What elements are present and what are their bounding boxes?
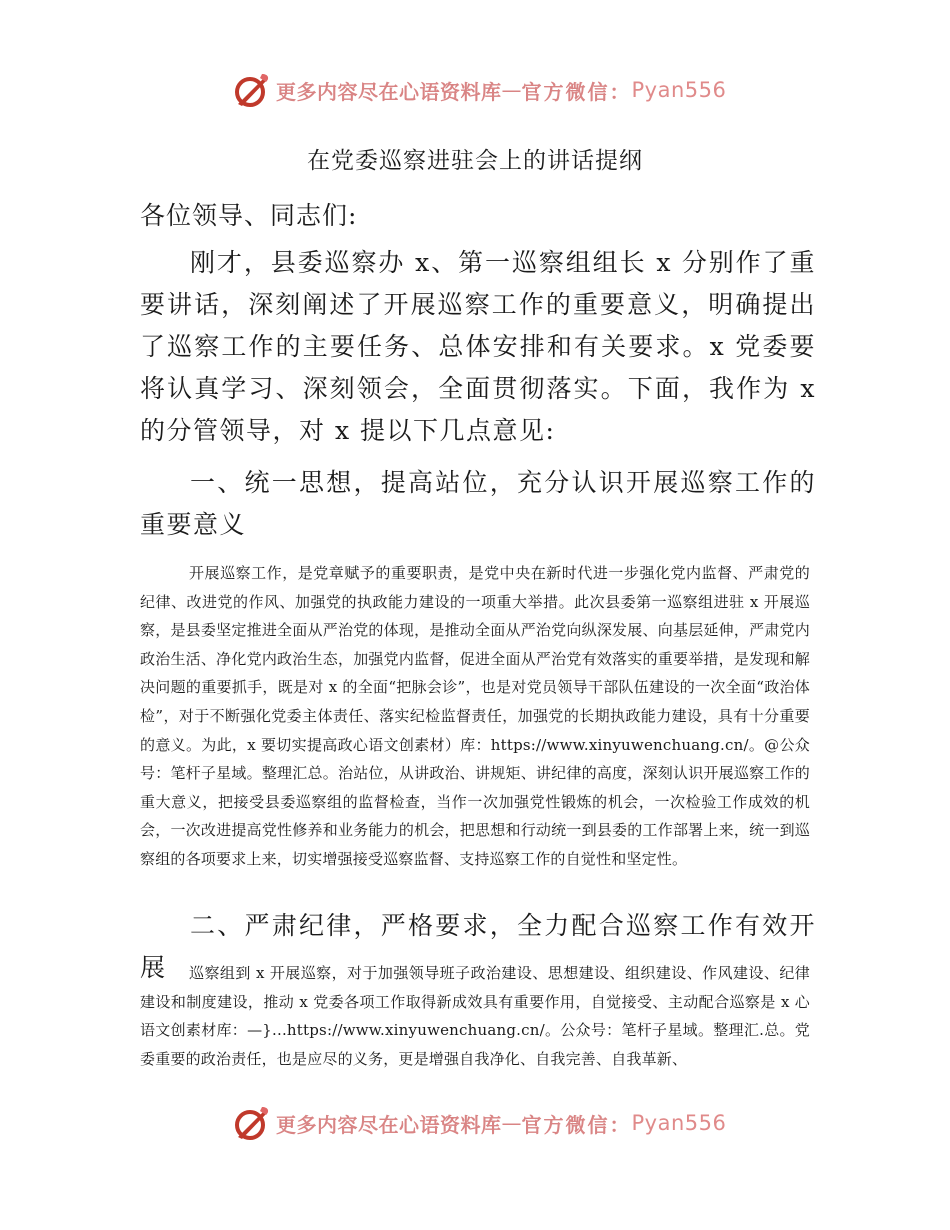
banner-dash: —	[501, 1111, 522, 1135]
footer-watermark-banner	[232, 1103, 726, 1143]
section-heading-1: 一、统一思想，提高站位，充分认识开展巡察工作的重要意义	[140, 468, 816, 539]
section-2-paragraph: 巡察组到 x 开展巡察，对于加强领导班子政治建设、思想建设、组织建设、作风建设、纪律建设和制度建设，推动 x 党委各项工作取得新成效具有重要作用，自觉接受、主动配合巡察是 x 心语文创素材库：—}...https://www.xinyuwenchuang.cn/。公众号：笔杆子星域。整理汇.总。党委重要的政治责任，也是应尽的义务，更是增强自我净化、自我完善、自我革新、	[140, 964, 810, 1068]
banner-sub-text: 官方微信：	[521, 79, 632, 104]
opening-paragraph: 刚才，县委巡察办 x、第一巡察组组长 x 分别作了重要讲话，深刻阐述了开展巡察工作的重要意义，明确提出了巡察工作的主要任务、总体安排和有关要求。x 党委要将认真学习、深刻领会，全面贯彻落实。下面，我作为 x 的分管领导，对 x 提以下几点意见:	[140, 248, 816, 445]
quill-seal-logo-icon	[232, 70, 272, 110]
salutation: 各位领导、同志们:	[140, 201, 358, 230]
quill-seal-logo-icon	[232, 1103, 272, 1143]
section-1-paragraph: 开展巡察工作，是党章赋予的重要职责，是党中央在新时代进一步强化党内监督、严肃党的纪律、改进党的作风、加强党的执政能力建设的一项重大举措。此次县委第一巡察组进驻 x 开展巡察，是县委坚定推进全面从严治党的体现，是推动全面从严治党向纵深发展、向基层延伸，严肃党内政治生活、净化党内政治生态，加强党内监督，促进全面从严治党有效落实的重要举措，是发现和解决问题的重要抓手，既是对 x 的全面“把脉会诊”，也是对党员领导干部队伍建设的一次全面“政治体检”，对于不断强化党委主体责任、落实纪检监督责任，加强党的长期执政能力建设，具有十分重要的意义。为此，x 要切实提高政心语文创素材）库：https://www.xinyuwenchuang.cn/。@公众号：笔杆子星域。整理汇总。治站位，从讲政治、讲规矩、讲纪律的高度，深刻认识开展巡察工作的重大意义，把接受县委巡察组的监督检查，当作一次加强党性锻炼的机会，一次检验工作成效的机会，一次改进提高党性修养和业务能力的机会，把思想和行动统一到县委的工作部署上来，统一到巡察组的各项要求上来，切实增强接受巡察监督、支持巡察工作的自觉性和坚定性。	[140, 564, 810, 868]
section-heading-2: 二、严肃纪律，严格要求，全力配合巡察工作有效开展	[140, 911, 816, 982]
banner-dash: —	[501, 78, 522, 102]
header-watermark-banner	[232, 70, 726, 110]
page-title: 在党委巡察进驻会上的讲话提纲	[307, 148, 643, 174]
banner-main-text: 更多内容尽在心语资料库	[276, 1112, 502, 1137]
banner-main-text: 更多内容尽在心语资料库	[276, 79, 502, 104]
banner-wechat-id: Pyan556	[631, 1111, 727, 1135]
banner-wechat-id: Pyan556	[631, 78, 727, 102]
banner-sub-text: 官方微信：	[521, 1112, 632, 1137]
